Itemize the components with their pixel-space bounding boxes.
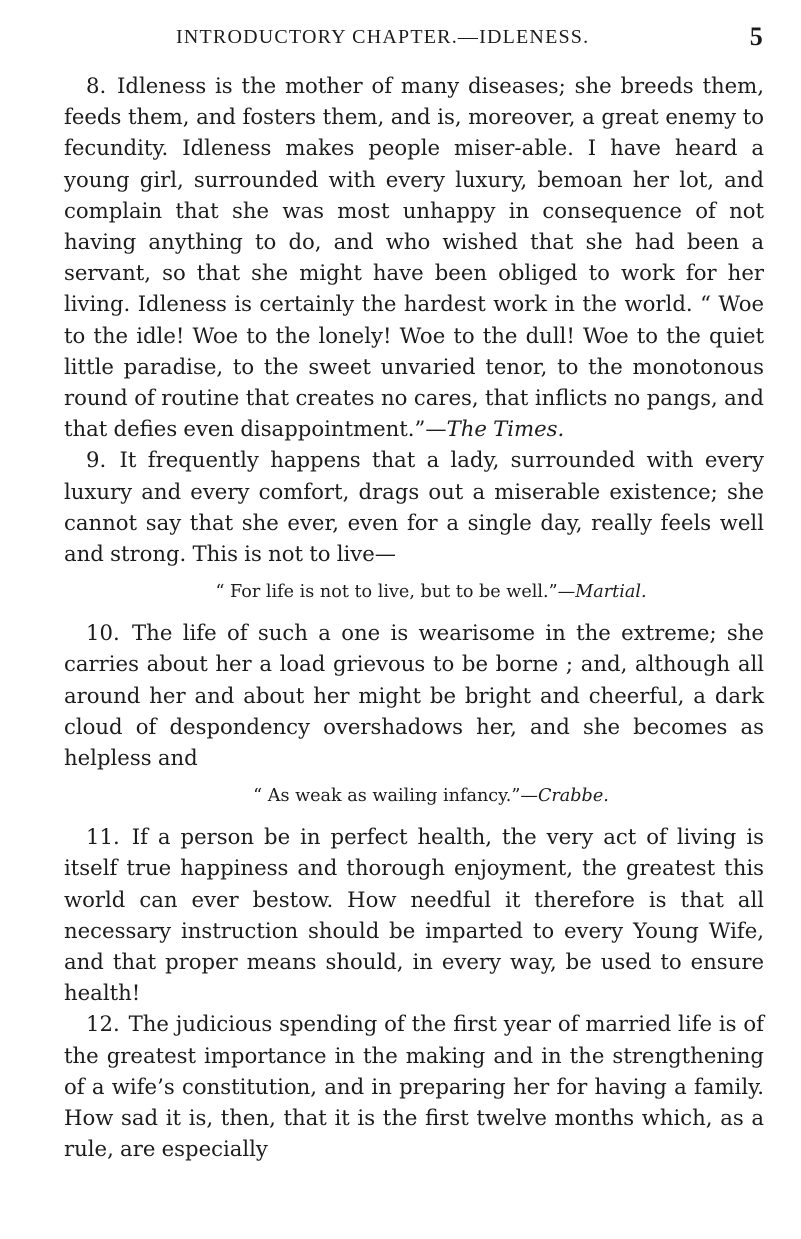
running-head [64, 22, 764, 54]
quote-text: “ For life is not to live, but to be well.”— [215, 582, 576, 603]
paragraph-text: Idleness is the mother of many diseases; she breeds them, feeds them, and fosters them, and is, moreover, a great enemy to fecundity. Idleness makes people miser-able. I have heard a young girl, surrounded with every luxury, bemoan her lot, and complain that she was most unhappy in consequence of not having anything to do, and who wished that she had been a servant, so that she might have been obliged to work for her living. Idleness is certainly the hardest work in the world. “ Woe to the idle! Woe to the lonely! Woe to the dull! Woe to the quiet little paradise, to the sweet unvaried tenor, to the monotonous round of routine that creates no cares, that inflicts no pangs, and that defies even disappointment.”— [64, 73, 764, 442]
paragraph-number: 9. [86, 447, 107, 473]
paragraph-number: 11. [86, 824, 120, 850]
body-text [64, 70, 764, 1165]
paragraph-10 [64, 617, 764, 773]
quote-text: “ As weak as wailing infancy.”— [253, 786, 538, 807]
paragraph-text: If a person be in perfect health, the very act of living is itself true happiness and thorough enjoyment, the greatest this world can ever bestow. How needful it therefore is that all necessary instruction should be imparted to every Young Wife, and that proper means should, in every way, be used to ensure health! [64, 824, 764, 1006]
paragraph-source: The Times. [446, 416, 565, 442]
block-quote-martial [64, 577, 764, 607]
quote-attribution: Crabbe. [537, 786, 609, 807]
paragraph-text: The life of such a one is wearisome in the extreme; she carries about her a load grievous to be borne ; and, although all around her and about her might be bright and cheerful, a dark cloud of despondency overshadows her, and she becomes as helpless and [64, 620, 764, 771]
paragraph-8 [64, 70, 764, 444]
paragraph-text: It frequently happens that a lady, surrounded with every luxury and every comfort, drags out a miserable existence; she cannot say that she ever, even for a single day, really feels well and strong. This is not to live— [64, 447, 764, 567]
paragraph-number: 8. [86, 73, 107, 98]
book-page [64, 22, 764, 1165]
running-head-title: INTRODUCTORY CHAPTER.—IDLENESS. [176, 26, 590, 48]
paragraph-9 [64, 444, 764, 569]
quote-attribution: Martial. [575, 582, 647, 603]
paragraph-number: 12. [86, 1011, 120, 1037]
paragraph-11 [64, 821, 764, 1008]
paragraph-number: 10. [86, 620, 120, 646]
paragraph-text: The judicious spending of the first year of married life is of the greatest importance in the making and in the strengthening of a wife’s constitution, and in preparing her for having a family. How sad it is, then, that it is the first twelve months which, as a rule, are especially [64, 1011, 764, 1162]
page-number: 5 [749, 22, 764, 51]
paragraph-12 [64, 1008, 764, 1164]
block-quote-crabbe [64, 781, 764, 811]
